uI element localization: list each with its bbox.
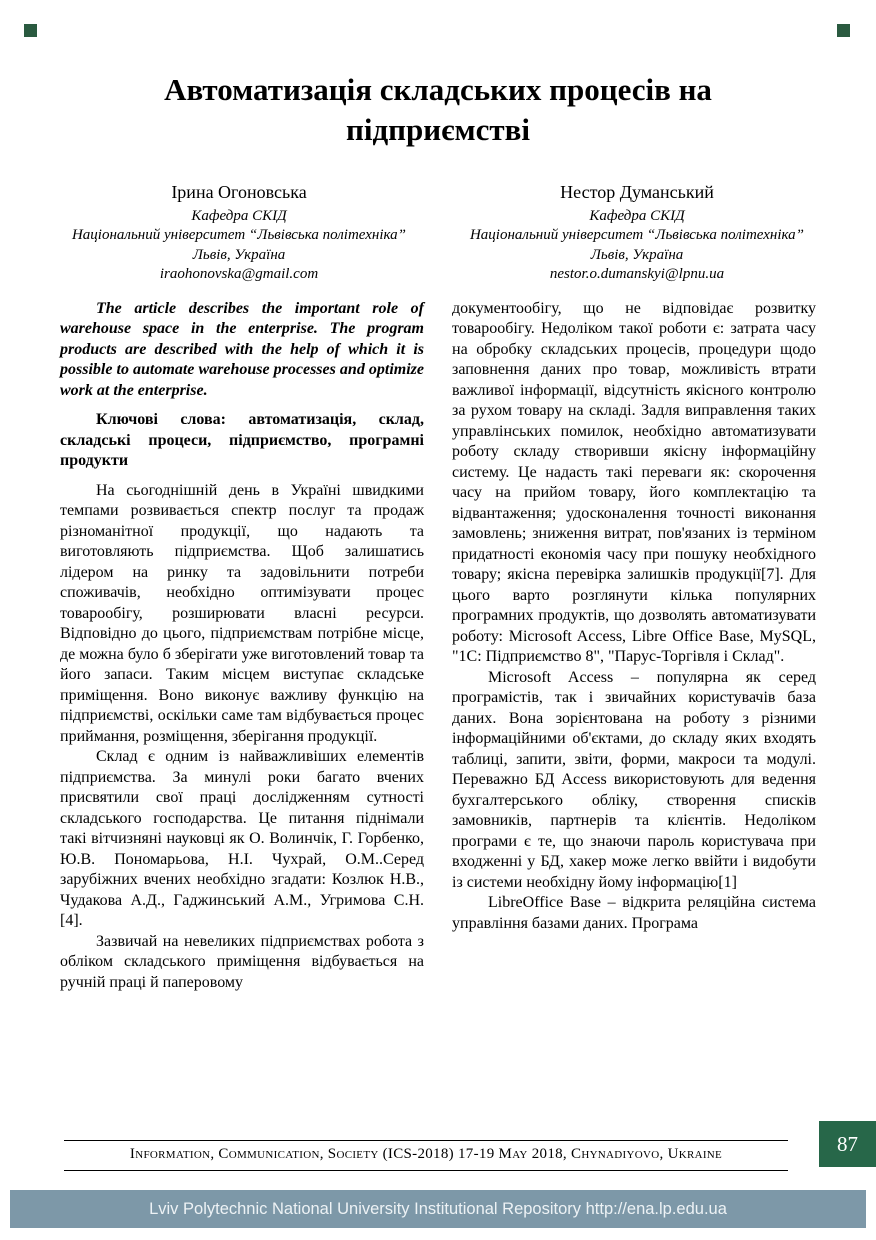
author-name: Ірина Огоновська [171, 182, 307, 203]
keywords-label: Ключові слова: [96, 411, 226, 429]
author-block-1 [40, 181, 438, 284]
body-columns [60, 299, 816, 994]
keywords [60, 410, 424, 472]
author-name: Нестор Думанський [560, 182, 714, 203]
repository-bar: Lviv Polytechnic National University Institutional Repository http://ena.lp.edu.ua [10, 1190, 866, 1228]
left-column [60, 299, 424, 994]
author-university: Національний університет “Львівська політехніка” [71, 227, 407, 244]
author-department: Кафедра СКІД [589, 207, 685, 224]
paper-title: Автоматизація складських процесів на підприємстві [164, 72, 712, 147]
page-number-badge: 87 [819, 1121, 876, 1167]
paragraph: Зазвичай на невеликих підприємствах робота з обліком складського приміщення відбувається на ручній праці й паперовому [60, 932, 424, 991]
corner-mark-top-left-icon [24, 24, 37, 37]
abstract: The article describes the important role of warehouse space in the enterprise. The program products are described with the help of which it is possible to automate warehouse processes and optimize work at the enterprise. [60, 299, 424, 399]
right-column [452, 299, 816, 994]
paragraph: документообігу, що не відповідає розвитку товарообігу. Недоліком такої роботи є: затрата часу на обробку складських процесів, процедури щодо заповнення даних про товар, можливість втрати важливої інформації, відсутність якісного контролю за рухом товару на складі. Задля виправлення таких управлінських помилок, необхідно автоматизувати роботу складу створивши якісну інформаційну систему. Це надасть такі переваги як: скорочення часу на прийом товару, його комплектацію та відвантаження; удосконалення точності виконання замовлень; зниження витрат, пов'язаних із терміном придатності економія часу при пошуку необхідного товару; якісна перевірка залишків продукції[7]. Для цього варто розглянути кілька популярних програмних продуктів, що дозволять автоматизувати роботу: Microsoft Access, Libre Office Base, MySQL, "1С: Підприємство 8", "Парус-Торгівля і Склад". [452, 299, 816, 666]
author-department: Кафедра СКІД [191, 207, 287, 224]
paragraph: Склад є одним із найважливіших елементів підприємства. За минулі роки багато вчених присвятили свої праці дослідженням сутності складського господарства. Це питання піднімали такі вітчизняні науковці як О. Волинчік, Г. Горбенко, Ю.В. Пономарьова, Н.І. Чухрай, О.М..Серед зарубіжних вчених необхідно згадати: Козлюк Н.В., Чудакова А.Д., Гаджинський А.М., Угримова С.Н. [4]. [60, 748, 424, 930]
conference-footer: Information, Communication, Society (ICS-2018) 17-19 May 2018, Chynadiyovo, Ukraine [64, 1140, 788, 1171]
paragraph: Microsoft Access – популярна як серед програмістів, так і звичайних користувачів база даних. Вона зорієнтована на роботу з різними інформаційними об'єктами, до складу яких входять таблиці, запити, звіти, форми, макроси та модулі. Переважно БД Access використовують для ведення бухгалтерського обліку, створення списків замовників, партнерів та клієнтів. Недоліком програми є те, що знаючи пароль користувача при входженні у БД, хакер може легко ввійти і видобути із системи необхідну йому інформацію[1] [452, 668, 816, 891]
author-location: Львів, Україна [192, 246, 286, 263]
paragraph: На сьогоднішній день в Україні швидкими темпами розвивається спектр послуг та продаж різноманітної продукції, що надають та виготовляють підприємства. Щоб залишатись лідером на ринку та задовільнити потреби споживачів, необхідно оптимізувати процес товарообігу, розширювати власні ресурси. Відповідно до цього, підприємствам потрібне місце, де можна було б зберігати уже виготовлений товар та його запаси. Таким місцем виступає складське приміщення. Воно виконує важливу функцію на підприємстві, оскільки саме там відбувається процес приймання, розміщення, зберігання продукції. [60, 481, 424, 745]
author-university: Національний університет “Львівська політехніка” [469, 227, 805, 244]
author-email: iraohonovska@gmail.com [159, 266, 319, 283]
authors-row [40, 181, 836, 284]
author-location: Львів, Україна [590, 246, 684, 263]
author-block-2 [438, 181, 836, 284]
paragraph: LibreOffice Base – відкрита реляційна система управління базами даних. Програма [452, 894, 816, 932]
keywords-text: автоматизація, склад, складські процеси, підприємство, програмні продукти [60, 411, 425, 470]
corner-mark-top-right-icon [837, 24, 850, 37]
author-email: nestor.o.dumanskyi@lpnu.ua [549, 266, 725, 283]
